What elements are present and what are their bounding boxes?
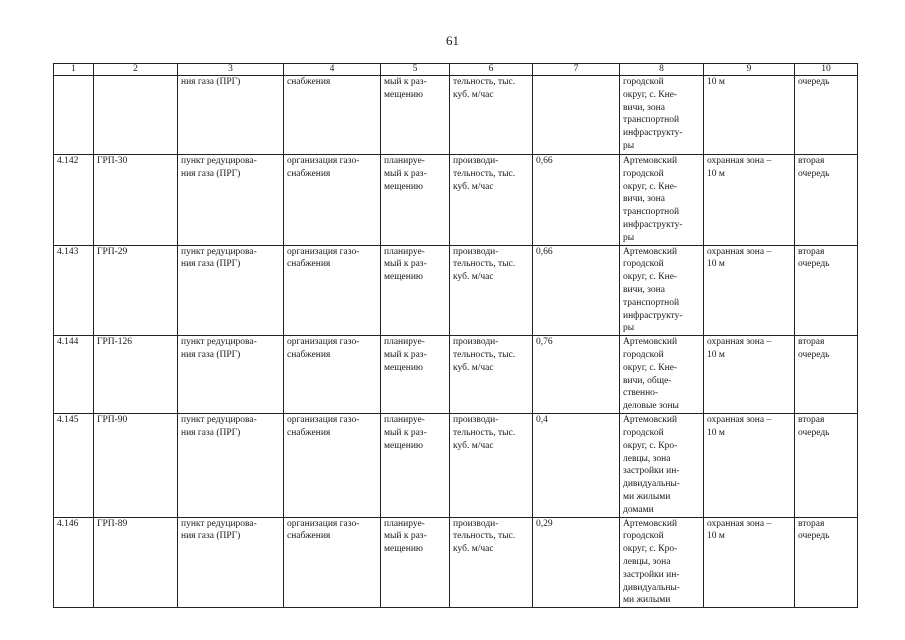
- object-name-cell: ГРП-30: [94, 155, 178, 246]
- object-type-cell: пункт редуцирова- ния газа (ПРГ): [178, 245, 284, 336]
- object-type-cell: пункт редуцирова- ния газа (ПРГ): [178, 155, 284, 246]
- location-cell: Артемовский городской округ, с. Кне- вичи, зона транспортной инфраструкту- ры: [620, 155, 704, 246]
- column-number-header: 2: [94, 64, 178, 76]
- protection-zone-cell: охранная зона – 10 м: [704, 414, 795, 517]
- characteristic-cell: производи- тельность, тыс. куб. м/час: [450, 245, 533, 336]
- column-number-header: 8: [620, 64, 704, 76]
- stage-cell: очередь: [795, 76, 858, 155]
- table-row: [54, 517, 858, 608]
- row-number-cell: 4.142: [54, 155, 94, 246]
- object-type-cell: пункт редуцирова- ния газа (ПРГ): [178, 414, 284, 517]
- stage-cell: вторая очередь: [795, 517, 858, 608]
- location-cell: Артемовский городской округ, с. Кне- вичи, обще- ственно- деловые зоны: [620, 336, 704, 414]
- characteristic-cell: производи- тельность, тыс. куб. м/час: [450, 414, 533, 517]
- stage-cell: вторая очередь: [795, 414, 858, 517]
- table-row: [54, 414, 858, 517]
- object-name-cell: ГРП-90: [94, 414, 178, 517]
- capacity-cell: 0,76: [533, 336, 620, 414]
- column-number-header: 1: [54, 64, 94, 76]
- object-name-cell: ГРП-29: [94, 245, 178, 336]
- status-cell: планируе- мый к раз- мещению: [381, 155, 450, 246]
- object-name-cell: ГРП-89: [94, 517, 178, 608]
- status-cell: планируе- мый к раз- мещению: [381, 517, 450, 608]
- protection-zone-cell: охранная зона – 10 м: [704, 155, 795, 246]
- gas-facilities-table: [53, 63, 858, 608]
- purpose-cell: организация газо- снабжения: [284, 155, 381, 246]
- row-number-cell: 4.143: [54, 245, 94, 336]
- object-name-cell: ГРП-126: [94, 336, 178, 414]
- protection-zone-cell: охранная зона – 10 м: [704, 336, 795, 414]
- column-number-header: 7: [533, 64, 620, 76]
- row-number-cell: 4.146: [54, 517, 94, 608]
- status-cell: мый к раз- мещению: [381, 76, 450, 155]
- protection-zone-cell: охранная зона – 10 м: [704, 245, 795, 336]
- capacity-cell: 0,66: [533, 245, 620, 336]
- purpose-cell: организация газо- снабжения: [284, 245, 381, 336]
- protection-zone-cell: охранная зона – 10 м: [704, 517, 795, 608]
- column-number-header: 6: [450, 64, 533, 76]
- column-number-row: [54, 64, 858, 76]
- page-number: 61: [446, 33, 459, 48]
- purpose-cell: снабжения: [284, 76, 381, 155]
- column-number-header: 10: [795, 64, 858, 76]
- location-cell: Артемовский городской округ, с. Кне- вичи, зона транспортной инфраструкту- ры: [620, 245, 704, 336]
- row-number-cell: 4.144: [54, 336, 94, 414]
- characteristic-cell: производи- тельность, тыс. куб. м/час: [450, 336, 533, 414]
- object-type-cell: пункт редуцирова- ния газа (ПРГ): [178, 336, 284, 414]
- capacity-cell: 0,29: [533, 517, 620, 608]
- location-cell: Артемовский городской округ, с. Кро- левцы, зона застройки ин- дивидуальны- ми жилыми домами: [620, 414, 704, 517]
- column-number-header: 4: [284, 64, 381, 76]
- object-type-cell: пункт редуцирова- ния газа (ПРГ): [178, 517, 284, 608]
- capacity-cell: 0,4: [533, 414, 620, 517]
- capacity-cell: 0,66: [533, 155, 620, 246]
- purpose-cell: организация газо- снабжения: [284, 414, 381, 517]
- capacity-cell: [533, 76, 620, 155]
- stage-cell: вторая очередь: [795, 245, 858, 336]
- table-row: [54, 155, 858, 246]
- column-number-header: 9: [704, 64, 795, 76]
- object-type-cell: ния газа (ПРГ): [178, 76, 284, 155]
- status-cell: планируе- мый к раз- мещению: [381, 414, 450, 517]
- location-cell: городской округ, с. Кне- вичи, зона транспортной инфраструкту- ры: [620, 76, 704, 155]
- object-name-cell: [94, 76, 178, 155]
- table-row: [54, 336, 858, 414]
- column-number-header: 3: [178, 64, 284, 76]
- row-number-cell: 4.145: [54, 414, 94, 517]
- characteristic-cell: тельность, тыс. куб. м/час: [450, 76, 533, 155]
- purpose-cell: организация газо- снабжения: [284, 336, 381, 414]
- row-number-cell: [54, 76, 94, 155]
- table-row: [54, 245, 858, 336]
- location-cell: Артемовский городской округ, с. Кро- левцы, зона застройки ин- дивидуальны- ми жилыми: [620, 517, 704, 608]
- column-number-header: 5: [381, 64, 450, 76]
- stage-cell: вторая очередь: [795, 155, 858, 246]
- protection-zone-cell: 10 м: [704, 76, 795, 155]
- status-cell: планируе- мый к раз- мещению: [381, 245, 450, 336]
- purpose-cell: организация газо- снабжения: [284, 517, 381, 608]
- status-cell: планируе- мый к раз- мещению: [381, 336, 450, 414]
- stage-cell: вторая очередь: [795, 336, 858, 414]
- table-row: [54, 76, 858, 155]
- characteristic-cell: производи- тельность, тыс. куб. м/час: [450, 517, 533, 608]
- characteristic-cell: производи- тельность, тыс. куб. м/час: [450, 155, 533, 246]
